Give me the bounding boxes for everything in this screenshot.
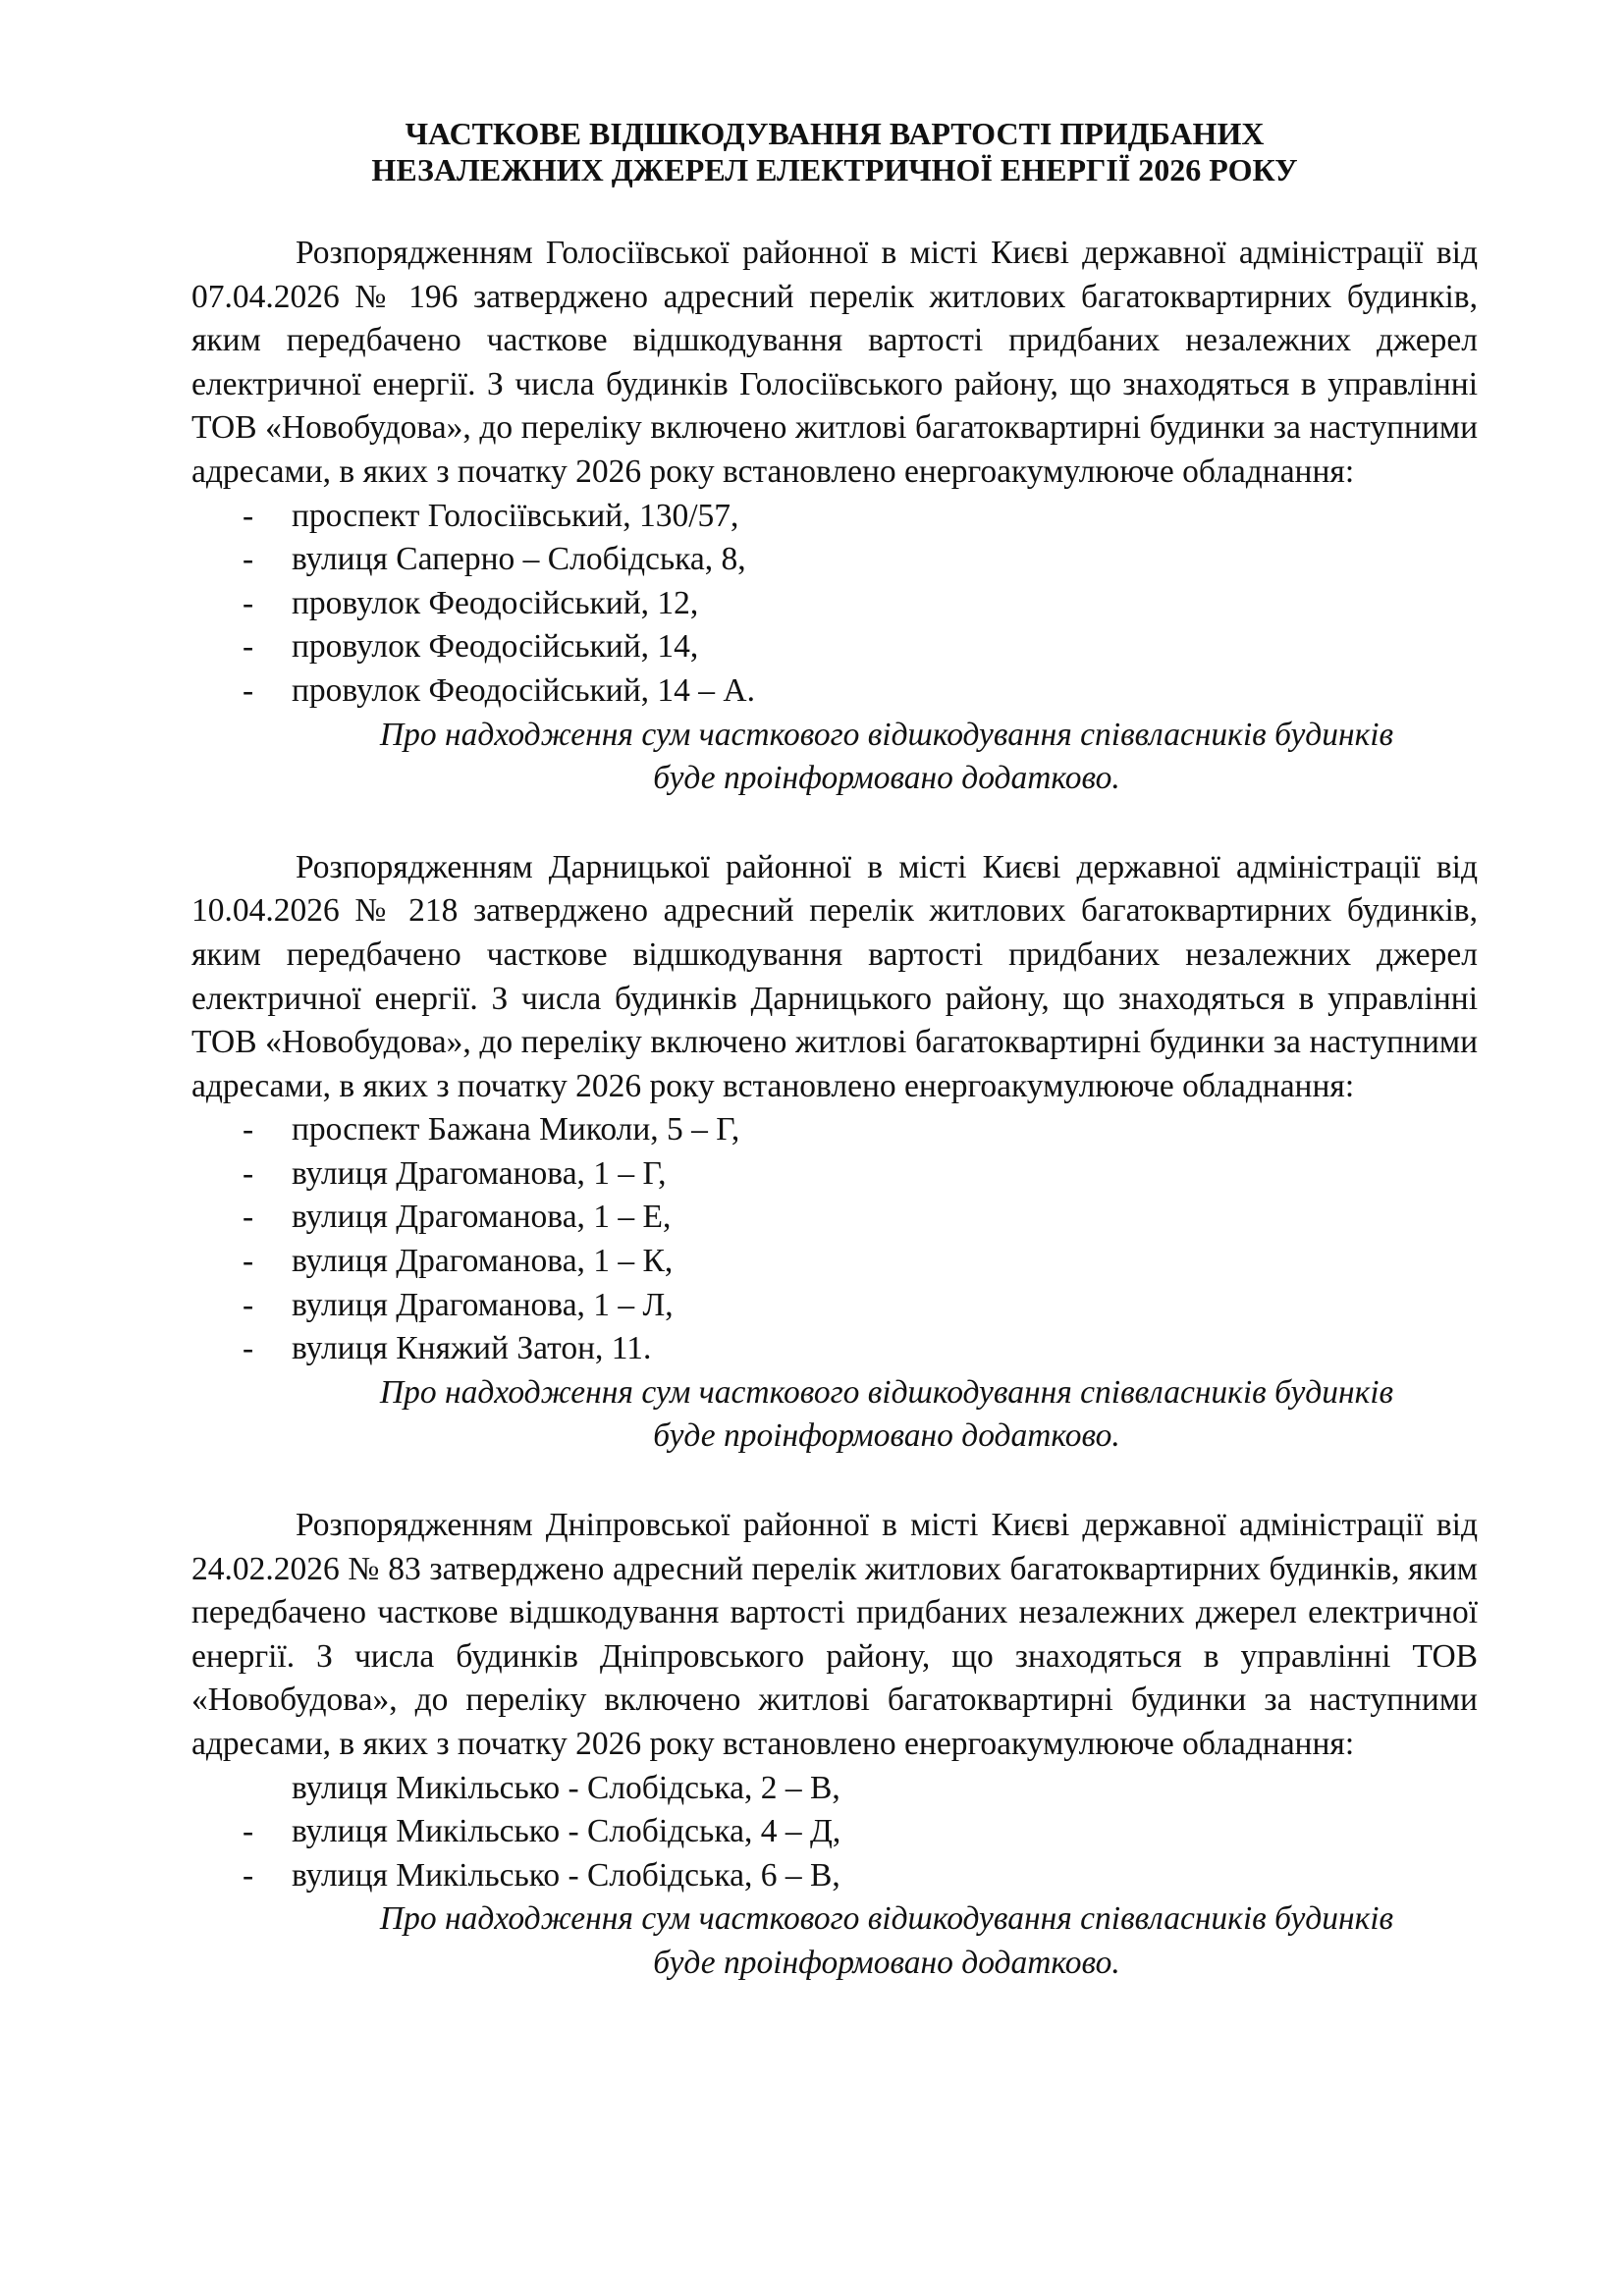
list-dash: - — [243, 1286, 254, 1323]
address-text: вулиця Драгоманова, 1 – Е, — [292, 1199, 672, 1236]
address-item — [191, 1240, 1478, 1284]
address-item — [191, 1152, 1478, 1197]
address-text: вулиця Микільсько - Слобідська, 4 – Д, — [292, 1813, 841, 1850]
list-dash: - — [243, 1856, 254, 1894]
note-line-1: Про надходження сум часткового відшкодування співвласників будинків — [379, 716, 1394, 753]
address-text: вулиця Саперно – Слобідська, 8, — [292, 541, 746, 578]
address-text: вулиця Драгоманова, 1 – К, — [292, 1243, 674, 1280]
note-line-1: Про надходження сум часткового відшкодування співвласників будинків — [379, 1373, 1394, 1411]
address-item — [191, 1810, 1478, 1854]
compensation-note — [191, 1371, 1478, 1459]
address-text: вулиця Микільсько - Слобідська, 2 – В, — [292, 1769, 840, 1806]
address-text: вулиця Микільсько - Слобідська, 6 – В, — [292, 1856, 840, 1894]
section-paragraph: Розпорядженням Голосіївської районної в місті Києві державної адміністрації від 07.04.2026 № 196 затверджено адресний перелік житлових багатоквартирних будинків, яким передбачено часткове відшкодування вартості придбаних незалежних джерел електричної енергії. З числа будинків Голосіївського району, що знаходяться в управлінні ТОВ «Новобудова», до переліку включено житлові багатоквартирні будинки за наступними адресами, в яких з початку 2026 року встановлено енергоакумулююче обладнання: — [191, 235, 1478, 490]
address-text: провулок Феодосійський, 14 – А. — [292, 671, 755, 709]
note-line-2: буде проінформовано додатково. — [653, 1417, 1120, 1455]
document-title — [191, 116, 1478, 188]
address-item — [191, 1284, 1478, 1328]
list-dash: - — [243, 1243, 254, 1280]
list-dash: - — [243, 628, 254, 666]
address-text: вулиця Драгоманова, 1 – Л, — [292, 1286, 674, 1323]
list-dash: - — [243, 541, 254, 578]
address-item — [191, 1327, 1478, 1371]
list-dash: - — [243, 1154, 254, 1192]
address-text: проспект Бажана Миколи, 5 – Г, — [292, 1111, 740, 1148]
list-dash: - — [243, 1199, 254, 1236]
note-line-2: буде проінформовано додатково. — [653, 760, 1120, 797]
title-line-1: ЧАСТКОВЕ ВІДШКОДУВАННЯ ВАРТОСТІ ПРИДБАНИХ — [405, 116, 1265, 151]
address-list — [191, 1767, 1478, 1898]
section-paragraph: Розпорядженням Дарницької районної в місті Києві державної адміністрації від 10.04.2026 № 218 затверджено адресний перелік житлових багатоквартирних будинків, яким передбачено часткове відшкодування вартості придбаних незалежних джерел електричної енергії. З числа будинків Дарницького району, що знаходяться в управлінні ТОВ «Новобудова», до переліку включено житлові багатоквартирні будинки за наступними адресами, в яких з початку 2026 року встановлено енергоакумулююче обладнання: — [191, 848, 1478, 1104]
address-item — [191, 1854, 1478, 1898]
document-page — [191, 116, 1478, 2031]
section-dniprovskyi — [191, 1504, 1478, 1986]
list-dash: - — [243, 584, 254, 621]
address-item — [191, 582, 1478, 626]
compensation-note — [191, 714, 1478, 801]
address-item — [191, 1196, 1478, 1240]
list-dash: - — [243, 671, 254, 709]
list-dash: - — [243, 1111, 254, 1148]
section-darnytskyi — [191, 846, 1478, 1459]
address-text: провулок Феодосійський, 12, — [292, 584, 699, 621]
address-list — [191, 1108, 1478, 1371]
address-item — [191, 625, 1478, 669]
address-item — [191, 1767, 1478, 1811]
address-text: проспект Голосіївський, 130/57, — [292, 497, 739, 534]
address-item — [191, 495, 1478, 539]
address-item — [191, 538, 1478, 582]
title-line-2: НЕЗАЛЕЖНИХ ДЖЕРЕЛ ЕЛЕКТРИЧНОЇ ЕНЕРГІЇ 2026 РОКУ — [371, 152, 1298, 187]
list-dash: - — [243, 497, 254, 534]
note-line-1: Про надходження сум часткового відшкодування співвласників будинків — [379, 1900, 1394, 1938]
address-text: вулиця Драгоманова, 1 – Г, — [292, 1154, 667, 1192]
section-paragraph: Розпорядженням Дніпровської районної в місті Києві державної адміністрації від 24.02.2026 № 83 затверджено адресний перелік житлових багатоквартирних будинків, яким передбачено часткове відшкодування вартості придбаних незалежних джерел електричної енергії. З числа будинків Дніпровського району, що знаходяться в управлінні ТОВ «Новобудова», до переліку включено житлові багатоквартирні будинки за наступними адресами, в яких з початку 2026 року встановлено енергоакумулююче обладнання: — [191, 1507, 1478, 1762]
list-dash: - — [243, 1813, 254, 1850]
address-item — [191, 669, 1478, 714]
address-text: вулиця Княжий Затон, 11. — [292, 1330, 652, 1367]
section-holosiivskyi — [191, 232, 1478, 801]
list-dash: - — [243, 1330, 254, 1367]
note-line-2: буде проінформовано додатково. — [653, 1944, 1120, 1981]
address-list — [191, 495, 1478, 714]
address-text: провулок Феодосійський, 14, — [292, 628, 699, 666]
compensation-note — [191, 1897, 1478, 1985]
address-item — [191, 1108, 1478, 1152]
